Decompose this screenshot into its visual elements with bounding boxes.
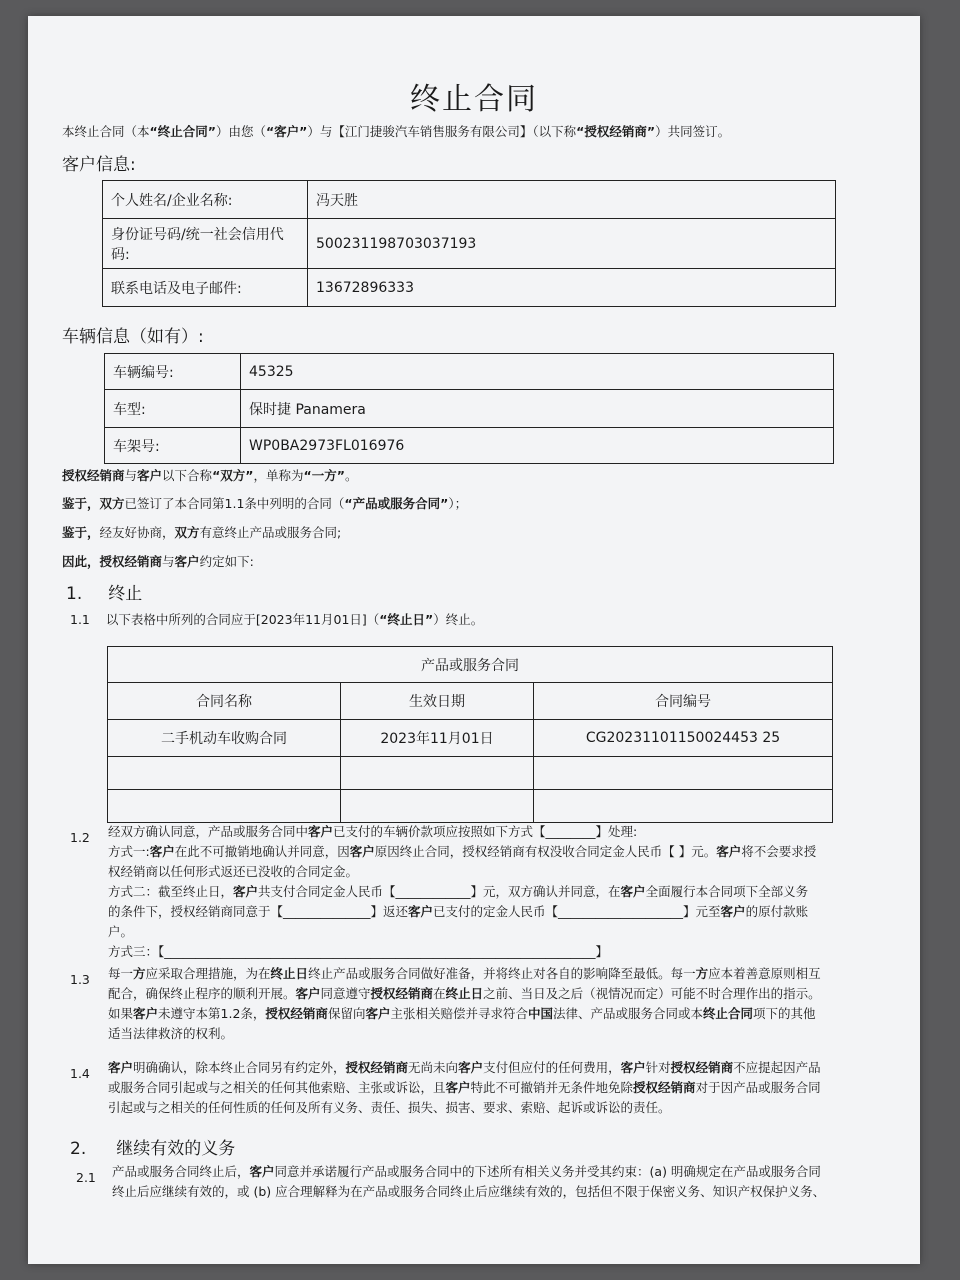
clause-1-4-number: 1.4 [70, 1066, 90, 1081]
table-row [108, 757, 833, 790]
vehicle-value: 保时捷 Panamera [241, 390, 834, 428]
contract-table [107, 646, 833, 823]
table-row [103, 269, 836, 307]
effective-date-cell: 2023年11月01日 [341, 720, 534, 757]
column-header: 生效日期 [341, 683, 534, 720]
clause-1-3 [108, 964, 888, 1044]
therefore-line: 因此，授权经销商与客户约定如下: [62, 554, 254, 569]
table-row [105, 354, 834, 390]
intro-line: 本终止合同（本“终止合同”）由您（“客户”）与【江门捷骏汽车销售服务有限公司】（以下称“授权经销商”）共同签订。 [62, 124, 731, 139]
table-row [103, 181, 836, 219]
empty-cell [108, 790, 341, 823]
clause-line: 客户明确确认，除本终止合同另有约定外，授权经销商无尚未向客户支付但应付的任何费用，客户针对授权经销商不应提起因产品 [108, 1060, 821, 1075]
customer-value: 500231198703037193 [308, 219, 836, 269]
clause-line: 权经销商以任何形式返还已没收的合同定金。 [108, 864, 359, 879]
empty-cell [534, 757, 833, 790]
clause-1-1: 1.1 以下表格中所列的合同应于[2023年11月01日]（“终止日”）终止。 [70, 612, 484, 627]
customer-label: 个人姓名/企业名称: [103, 181, 308, 219]
clause-1-4 [108, 1058, 888, 1118]
clause-line: 的条件下，授权经销商同意于【______________】返还客户已支付的定金人民币【____________________】元至客户的原付款账 [108, 904, 809, 919]
column-header: 合同名称 [108, 683, 341, 720]
column-header: 合同编号 [534, 683, 833, 720]
table-row [108, 720, 833, 757]
clause-line: 如果客户未遵守本第1.2条，授权经销商保留向客户主张相关赔偿并寻求符合中国法律、产品或服务合同或本终止合同项下的其他 [108, 1006, 816, 1021]
clause-line: 经双方确认同意，产品或服务合同中客户已支付的车辆价款项应按照如下方式【________】处理: [108, 824, 638, 839]
vehicle-label: 车辆编号: [105, 354, 241, 390]
section-2-heading: 2. 继续有效的义务 [70, 1139, 236, 1159]
vehicle-value: 45325 [241, 354, 834, 390]
customer-table [102, 180, 836, 307]
customer-label: 身份证号码/统一社会信用代码: [103, 219, 308, 269]
empty-cell [341, 757, 534, 790]
vehicle-value: WP0BA2973FL016976 [241, 428, 834, 464]
clause-line: 适当法律救济的权利。 [108, 1026, 234, 1041]
parties-line: 授权经销商与客户以下合称“双方”，单称为“一方”。 [62, 468, 358, 483]
section-1-heading: 1. 终止 [66, 584, 143, 604]
empty-cell [108, 757, 341, 790]
document-title: 终止合同 [410, 82, 538, 117]
contract-table-caption: 产品或服务合同 [108, 647, 833, 683]
clause-line: 方式一:客户在此不可撤销地确认并同意，因客户原因终止合同，授权经销商有权没收合同定金人民币【 】元。客户将不会要求授 [108, 844, 817, 859]
vehicle-heading: 车辆信息（如有）: [62, 327, 204, 347]
clause-line: 每一方应采取合理措施，为在终止日终止产品或服务合同做好准备，并将终止对各自的影响降至最低。每一方应本着善意原则相互 [108, 966, 821, 981]
whereas-line-2: 鉴于，经友好协商，双方有意终止产品或服务合同; [62, 525, 342, 540]
empty-cell [534, 790, 833, 823]
clause-line: 配合，确保终止程序的顺利开展。客户同意遵守授权经销商在终止日之前、当日及之后（视情况而定）可能不时合理作出的指示。 [108, 986, 821, 1001]
vehicle-label: 车型: [105, 390, 241, 428]
table-row [105, 390, 834, 428]
vehicle-label: 车架号: [105, 428, 241, 464]
clause-line: 或服务合同引起或与之相关的任何其他索赔、主张或诉讼，且客户特此不可撤销并无条件地免除授权经销商对于因产品或服务合同 [108, 1080, 821, 1095]
clause-line: 户。 [108, 924, 134, 939]
empty-cell [341, 790, 534, 823]
contract-name-cell: 二手机动车收购合同 [108, 720, 341, 757]
clause-1-3-number: 1.3 [70, 972, 90, 987]
clause-2-1-number: 2.1 [76, 1170, 96, 1185]
table-row [108, 647, 833, 683]
table-row [103, 219, 836, 269]
clause-1-2-number: 1.2 [70, 830, 90, 845]
customer-label: 联系电话及电子邮件: [103, 269, 308, 307]
table-row [105, 428, 834, 464]
clause-line: 终止后应继续有效的，或 (b) 应合理解释为在产品或服务合同终止后应继续有效的，包括但不限于保密义务、知识产权保护义务、 [112, 1184, 826, 1199]
customer-value: 13672896333 [308, 269, 836, 307]
contract-number-cell: CG20231101150024453 25 [534, 720, 833, 757]
clause-line: 方式二：截至终止日，客户共支付合同定金人民币【____________】元，双方确认并同意，在客户全面履行本合同项下全部义务 [108, 884, 809, 899]
whereas-line-1: 鉴于，双方已签订了本合同第1.1条中列明的合同（“产品或服务合同”）； [62, 496, 468, 511]
clause-1-2 [108, 822, 888, 962]
document-page [28, 16, 920, 1264]
clause-line: 引起或与之相关的任何性质的任何及所有义务、责任、损失、损害、要求、索赔、起诉或诉讼的责任。 [108, 1100, 671, 1115]
customer-value: 冯天胜 [308, 181, 836, 219]
customer-heading: 客户信息: [62, 155, 136, 175]
clause-2-1 [112, 1162, 892, 1202]
clause-line: 产品或服务合同终止后，客户同意并承诺履行产品或服务合同中的下述所有相关义务并受其约束：(a) 明确规定在产品或服务合同 [112, 1164, 821, 1179]
table-row [108, 790, 833, 823]
clause-line: 方式三：【_____________________________________________________________________】 [108, 944, 609, 959]
table-row [108, 683, 833, 720]
vehicle-table [104, 353, 834, 464]
